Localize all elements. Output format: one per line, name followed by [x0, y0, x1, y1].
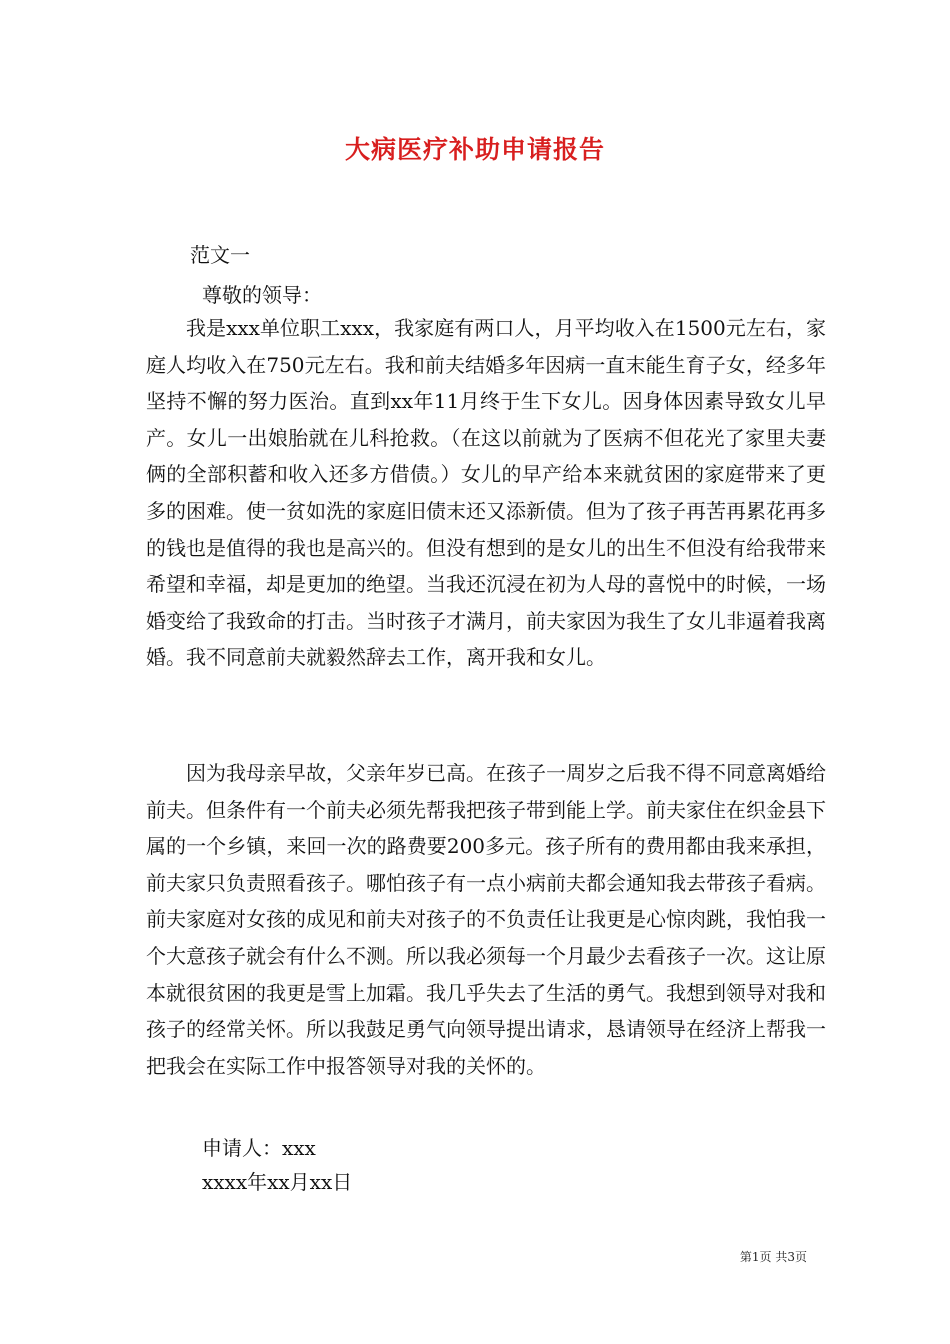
salutation: 尊敬的领导：: [202, 283, 322, 307]
body-paragraph-1: 我是xxx单位职工xxx，我家庭有两口人，月平均收入在1500元左右，家庭人均收入在750元左右。我和前夫结婚多年因病一直末能生育子女，经多年坚持不懈的努力医治。直到xx年11月终于生下女儿。因身体因素导致女儿早产。女儿一出娘胎就在儿科抢救。（在这以前就为了医病不但花光了家里夫妻俩的全部积蓄和收入还多方借债。）女儿的早产给本来就贫困的家庭带来了更多的困难。使一贫如洗的家庭旧债末还又添新债。但为了孩子再苦再累花再多的钱也是值得的我也是高兴的。但没有想到的是女儿的出生不但没有给我带来希望和幸福，却是更加的绝望。当我还沉浸在初为人母的喜悦中的时候，一场婚变给了我致命的打击。当时孩子才满月，前夫家因为我生了女儿非逼着我离婚。我不同意前夫就毅然辞去工作，离开我和女儿。: [146, 316, 826, 670]
body-paragraph-2: 因为我母亲早故，父亲年岁已高。在孩子一周岁之后我不得不同意离婚给前夫。但条件有一个前夫必须先帮我把孩子带到能上学。前夫家住在织金县下属的一个乡镇，来回一次的路费要200多元。孩子所有的费用都由我来承担，前夫家只负责照看孩子。哪怕孩子有一点小病前夫都会通知我去带孩子看病。前夫家庭对女孩的成见和前夫对孩子的不负责任让我更是心惊肉跳，我怕我一个大意孩子就会有什么不测。所以我必须每一个月最少去看孩子一次。这让原本就很贫困的我更是雪上加霜。我几乎失去了生活的勇气。我想到领导对我和孩子的经常关怀。所以我鼓足勇气向领导提出请求，恳请领导在经济上帮我一把我会在实际工作中报答领导对我的关怀的。: [146, 761, 826, 1078]
document-title: 大病医疗补助申请报告: [344, 135, 605, 164]
sample-label: 范文一: [190, 243, 250, 267]
applicant-line: 申请人：xxx: [202, 1136, 316, 1160]
page-number: 第1页 共3页: [739, 1250, 807, 1264]
date-line: xxxx年xx月xx日: [202, 1170, 353, 1194]
